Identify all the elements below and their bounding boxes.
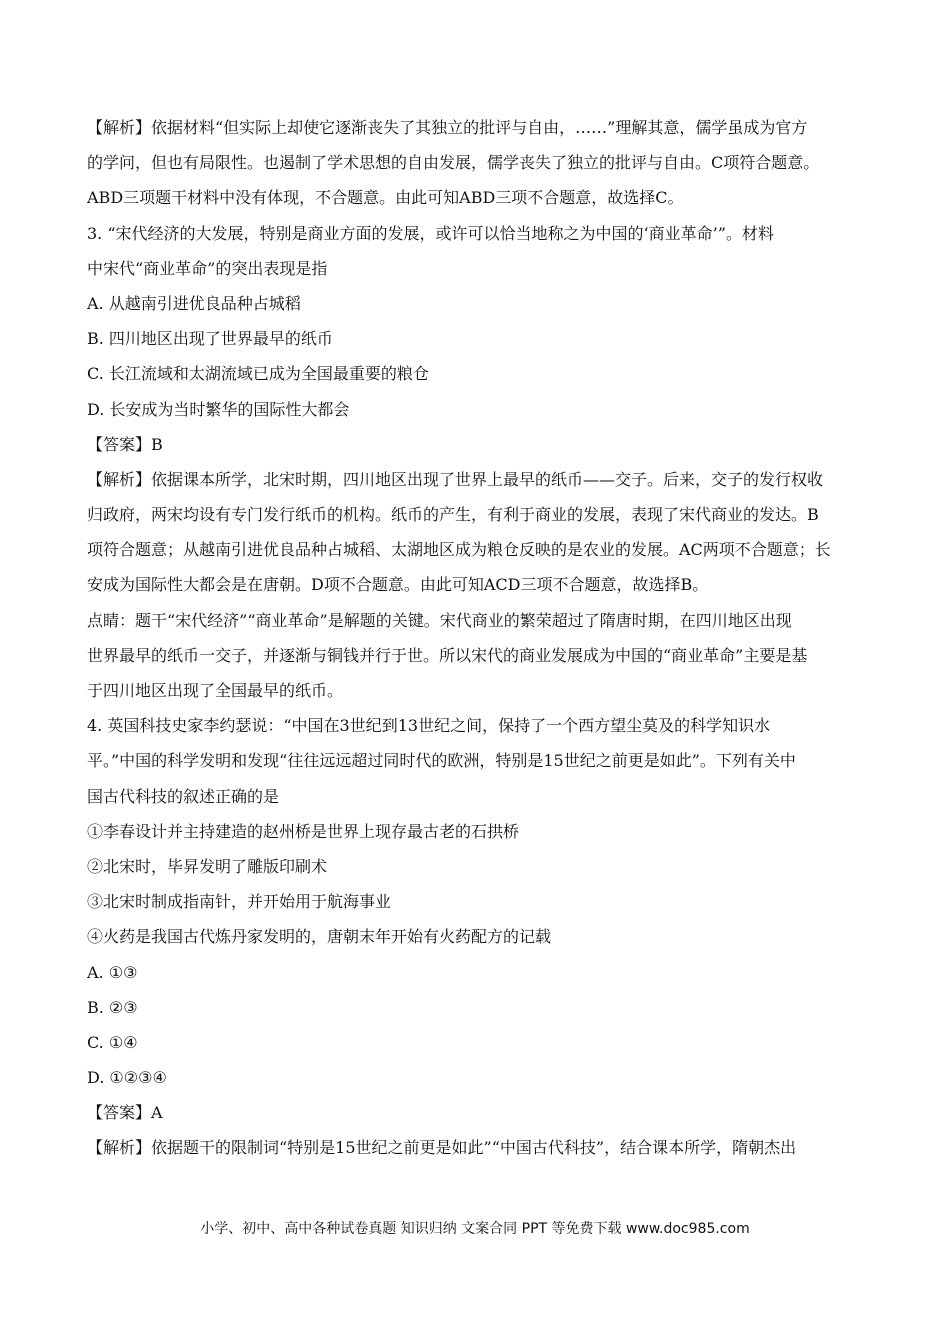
page-footer: 小学、初中、高中各种试卷真题 知识归纳 文案合同 PPT 等免费下载 www.doc985.com xyxy=(200,1221,750,1237)
question-4-stem: 4. 英国科技史家李约瑟说：“中国在3世纪到13世纪之间，保持了一个西方望尘莫及的科学知识水 xyxy=(87,716,771,736)
question-3-stem: 中宋代“商业革命”的突出表现是指 xyxy=(87,258,328,278)
question-4-statement-2: ②北宋时，毕昇发明了雕版印刷术 xyxy=(87,856,328,876)
question-3-option-d: D. 长安成为当时繁华的国际性大都会 xyxy=(87,399,350,419)
text-line: 的学问，但也有局限性。也遏制了学术思想的自由发展，儒学丧失了独立的批评与自由。C项符合题意。 xyxy=(87,153,820,173)
question-3-tip: 于四川地区出现了全国最早的纸币。 xyxy=(87,681,344,700)
question-3-analysis: 安成为国际性大都会是在唐朝。D项不合题意。由此可知ACD三项不合题意，故选择B。 xyxy=(87,575,709,595)
document-body xyxy=(87,110,867,1166)
question-4-analysis: 【解析】依据题干的限制词“特别是15世纪之前更是如此”“中国古代科技”，结合课本所学，隋朝杰出 xyxy=(87,1138,797,1158)
question-4-stem: 平。”中国的科学发明和发现“往往远远超过同时代的欧洲，特别是15世纪之前更是如此”。下列有关中 xyxy=(87,751,796,771)
question-3-option-b: B. 四川地区出现了世界最早的纸币 xyxy=(87,329,333,349)
question-4-stem: 国古代科技的叙述正确的是 xyxy=(87,786,280,806)
question-4-option-c: C. ①④ xyxy=(87,1032,138,1052)
question-4-statement-1: ①李春设计并主持建造的赵州桥是世界上现存最古老的石拱桥 xyxy=(87,821,520,841)
question-4-option-a: A. ①③ xyxy=(87,962,138,982)
question-3-tip: 点睛：题干“宋代经济”“商业革命”是解题的关键。宋代商业的繁荣超过了隋唐时期，在四川地区出现 xyxy=(87,610,792,630)
text-line: 【解析】依据材料“但实际上却使它逐渐丧失了其独立的批评与自由，……”理解其意，儒学虽成为官方 xyxy=(87,118,808,137)
question-3-option-a: A. 从越南引进优良品种占城稻 xyxy=(87,293,301,313)
question-3-answer: 【答案】B xyxy=(87,434,163,454)
question-3-option-c: C. 长江流域和太湖流域已成为全国最重要的粮仓 xyxy=(87,364,429,384)
question-3-analysis: 归政府，两宋均设有专门发行纸币的机构。纸币的产生，有利于商业的发展，表现了宋代商业的发达。B xyxy=(87,505,819,525)
question-4-statement-4: ④火药是我国古代炼丹家发明的，唐朝末年开始有火药配方的记载 xyxy=(87,927,552,947)
question-4-option-d: D. ①②③④ xyxy=(87,1068,167,1088)
text-line: ABD三项题干材料中没有体现，不合题意。由此可知ABD三项不合题意，故选择C。 xyxy=(87,188,684,208)
question-3-analysis: 【解析】依据课本所学，北宋时期，四川地区出现了世界上最早的纸币——交子。后来，交子的发行权收 xyxy=(87,469,824,489)
question-4-option-b: B. ②③ xyxy=(87,997,138,1017)
question-3-analysis: 项符合题意；从越南引进优良品种占城稻、太湖地区成为粮仓反映的是农业的发展。AC两项不合题意；长 xyxy=(87,540,831,560)
question-3-stem: 3. “宋代经济的大发展，特别是商业方面的发展，或许可以恰当地称之为中国的‘商业革命’”。材料 xyxy=(87,223,774,243)
question-3-tip: 世界最早的纸币一交子，并逐渐与铜钱并行于世。所以宋代的商业发展成为中国的“商业革命”主要是基 xyxy=(87,645,808,665)
question-4-statement-3: ③北宋时制成指南针，并开始用于航海事业 xyxy=(87,892,392,912)
question-4-answer: 【答案】A xyxy=(87,1103,163,1123)
